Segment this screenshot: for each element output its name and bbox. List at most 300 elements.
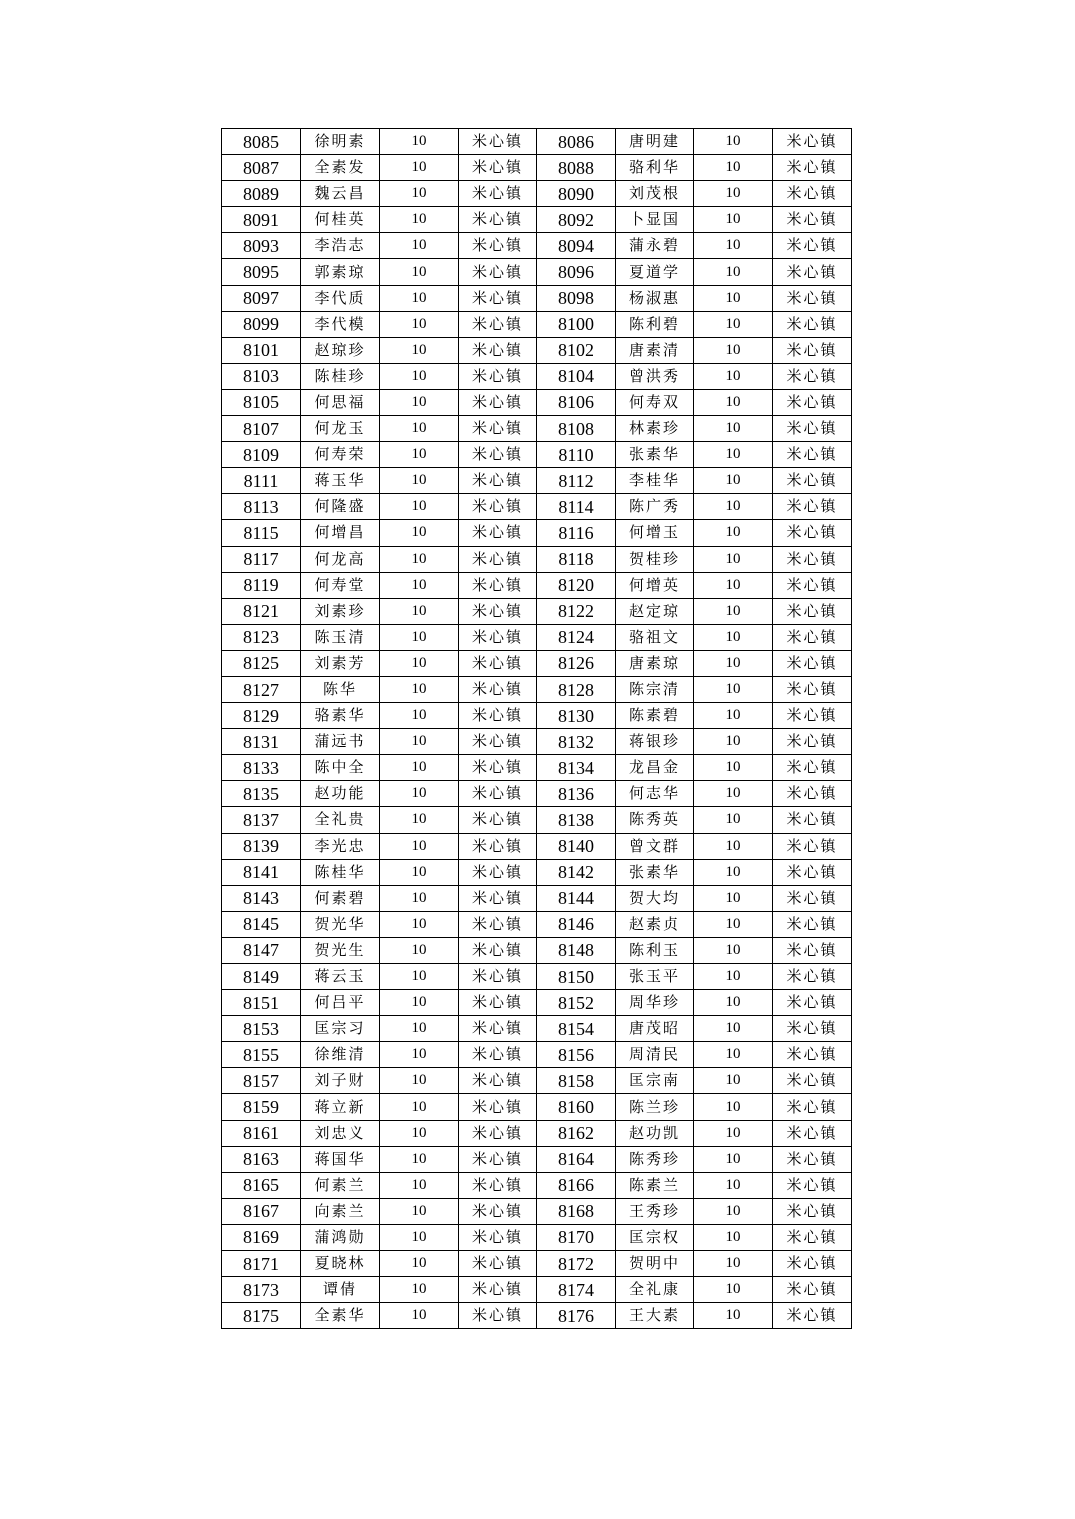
amount-cell: 10 (380, 442, 459, 468)
record-number-cell: 8130 (537, 703, 616, 729)
person-name-cell: 匡宗权 (616, 1224, 694, 1250)
town-name-cell: 米心镇 (773, 363, 852, 389)
person-name-cell: 张素华 (616, 859, 694, 885)
record-number-cell: 8107 (222, 416, 301, 442)
table-row (222, 729, 852, 755)
person-name-cell: 何桂英 (301, 207, 380, 233)
record-number-cell: 8118 (537, 546, 616, 572)
town-name-cell: 米心镇 (459, 442, 537, 468)
record-number-cell: 8169 (222, 1224, 301, 1250)
person-name-cell: 夏道学 (616, 259, 694, 285)
table-row (222, 1224, 852, 1250)
person-name-cell: 唐明建 (616, 129, 694, 155)
amount-cell: 10 (380, 572, 459, 598)
person-name-cell: 何吕平 (301, 990, 380, 1016)
amount-cell: 10 (694, 676, 773, 702)
town-name-cell: 米心镇 (459, 155, 537, 181)
record-number-cell: 8145 (222, 911, 301, 937)
amount-cell: 10 (694, 1198, 773, 1224)
person-name-cell: 唐素清 (616, 337, 694, 363)
person-name-cell: 陈广秀 (616, 494, 694, 520)
record-number-cell: 8150 (537, 964, 616, 990)
amount-cell: 10 (694, 572, 773, 598)
table-row (222, 442, 852, 468)
person-name-cell: 唐茂昭 (616, 1016, 694, 1042)
person-name-cell: 何素兰 (301, 1172, 380, 1198)
table-row (222, 781, 852, 807)
person-name-cell: 何龙高 (301, 546, 380, 572)
amount-cell: 10 (380, 1068, 459, 1094)
table-row (222, 259, 852, 285)
record-number-cell: 8175 (222, 1303, 301, 1329)
record-number-cell: 8146 (537, 911, 616, 937)
person-name-cell: 全素华 (301, 1303, 380, 1329)
person-name-cell: 陈桂华 (301, 859, 380, 885)
amount-cell: 10 (694, 129, 773, 155)
person-name-cell: 赵功凯 (616, 1120, 694, 1146)
amount-cell: 10 (694, 520, 773, 546)
amount-cell: 10 (380, 781, 459, 807)
record-number-cell: 8159 (222, 1094, 301, 1120)
record-number-cell: 8097 (222, 285, 301, 311)
town-name-cell: 米心镇 (459, 964, 537, 990)
person-name-cell: 刘素珍 (301, 598, 380, 624)
town-name-cell: 米心镇 (773, 964, 852, 990)
table-row (222, 833, 852, 859)
record-number-cell: 8158 (537, 1068, 616, 1094)
town-name-cell: 米心镇 (773, 729, 852, 755)
amount-cell: 10 (380, 311, 459, 337)
person-name-cell: 贺光华 (301, 911, 380, 937)
town-name-cell: 米心镇 (773, 781, 852, 807)
person-name-cell: 夏晓林 (301, 1251, 380, 1277)
table-row (222, 520, 852, 546)
person-name-cell: 蒋云玉 (301, 964, 380, 990)
record-number-cell: 8128 (537, 676, 616, 702)
person-name-cell: 陈中全 (301, 755, 380, 781)
town-name-cell: 米心镇 (773, 598, 852, 624)
record-number-cell: 8133 (222, 755, 301, 781)
person-name-cell: 徐明素 (301, 129, 380, 155)
town-name-cell: 米心镇 (459, 833, 537, 859)
amount-cell: 10 (694, 468, 773, 494)
amount-cell: 10 (380, 650, 459, 676)
town-name-cell: 米心镇 (459, 650, 537, 676)
table-row (222, 572, 852, 598)
amount-cell: 10 (694, 207, 773, 233)
town-name-cell: 米心镇 (459, 1068, 537, 1094)
amount-cell: 10 (694, 911, 773, 937)
table-row (222, 624, 852, 650)
amount-cell: 10 (380, 337, 459, 363)
amount-cell: 10 (380, 885, 459, 911)
person-name-cell: 全礼康 (616, 1277, 694, 1303)
amount-cell: 10 (380, 129, 459, 155)
record-number-cell: 8103 (222, 363, 301, 389)
table-row (222, 703, 852, 729)
town-name-cell: 米心镇 (459, 207, 537, 233)
town-name-cell: 米心镇 (773, 1068, 852, 1094)
amount-cell: 10 (380, 1198, 459, 1224)
town-name-cell: 米心镇 (459, 1251, 537, 1277)
town-name-cell: 米心镇 (773, 155, 852, 181)
amount-cell: 10 (694, 937, 773, 963)
person-name-cell: 全素发 (301, 155, 380, 181)
town-name-cell: 米心镇 (459, 416, 537, 442)
table-row (222, 1172, 852, 1198)
amount-cell: 10 (694, 1303, 773, 1329)
record-number-cell: 8140 (537, 833, 616, 859)
town-name-cell: 米心镇 (459, 676, 537, 702)
record-number-cell: 8141 (222, 859, 301, 885)
person-name-cell: 向素兰 (301, 1198, 380, 1224)
record-number-cell: 8096 (537, 259, 616, 285)
town-name-cell: 米心镇 (459, 911, 537, 937)
record-number-cell: 8164 (537, 1146, 616, 1172)
record-number-cell: 8155 (222, 1042, 301, 1068)
town-name-cell: 米心镇 (773, 1094, 852, 1120)
amount-cell: 10 (380, 729, 459, 755)
person-name-cell: 郭素琼 (301, 259, 380, 285)
person-name-cell: 曾洪秀 (616, 363, 694, 389)
amount-cell: 10 (380, 520, 459, 546)
table-row (222, 1303, 852, 1329)
person-name-cell: 骆素华 (301, 703, 380, 729)
amount-cell: 10 (694, 729, 773, 755)
person-name-cell: 何寿双 (616, 389, 694, 415)
amount-cell: 10 (694, 859, 773, 885)
person-name-cell: 匡宗南 (616, 1068, 694, 1094)
person-name-cell: 刘子财 (301, 1068, 380, 1094)
table-row (222, 129, 852, 155)
town-name-cell: 米心镇 (773, 807, 852, 833)
record-number-cell: 8134 (537, 755, 616, 781)
person-name-cell: 刘茂根 (616, 181, 694, 207)
town-name-cell: 米心镇 (773, 572, 852, 598)
person-name-cell: 刘忠义 (301, 1120, 380, 1146)
record-number-cell: 8135 (222, 781, 301, 807)
town-name-cell: 米心镇 (773, 311, 852, 337)
person-name-cell: 陈宗清 (616, 676, 694, 702)
record-number-cell: 8149 (222, 964, 301, 990)
town-name-cell: 米心镇 (459, 729, 537, 755)
record-number-cell: 8144 (537, 885, 616, 911)
town-name-cell: 米心镇 (459, 598, 537, 624)
town-name-cell: 米心镇 (773, 442, 852, 468)
record-number-cell: 8153 (222, 1016, 301, 1042)
person-name-cell: 蒋立新 (301, 1094, 380, 1120)
amount-cell: 10 (694, 1120, 773, 1146)
table-row (222, 885, 852, 911)
town-name-cell: 米心镇 (459, 520, 537, 546)
record-number-cell: 8112 (537, 468, 616, 494)
record-number-cell: 8123 (222, 624, 301, 650)
person-name-cell: 卜显国 (616, 207, 694, 233)
town-name-cell: 米心镇 (459, 703, 537, 729)
town-name-cell: 米心镇 (773, 207, 852, 233)
town-name-cell: 米心镇 (459, 755, 537, 781)
amount-cell: 10 (380, 598, 459, 624)
town-name-cell: 米心镇 (773, 337, 852, 363)
amount-cell: 10 (380, 990, 459, 1016)
town-name-cell: 米心镇 (773, 1303, 852, 1329)
town-name-cell: 米心镇 (773, 546, 852, 572)
amount-cell: 10 (694, 1094, 773, 1120)
record-number-cell: 8088 (537, 155, 616, 181)
town-name-cell: 米心镇 (459, 859, 537, 885)
person-name-cell: 魏云昌 (301, 181, 380, 207)
town-name-cell: 米心镇 (773, 129, 852, 155)
town-name-cell: 米心镇 (773, 494, 852, 520)
person-name-cell: 王大素 (616, 1303, 694, 1329)
amount-cell: 10 (380, 1120, 459, 1146)
town-name-cell: 米心镇 (459, 1146, 537, 1172)
town-name-cell: 米心镇 (773, 755, 852, 781)
amount-cell: 10 (694, 1224, 773, 1250)
record-number-cell: 8160 (537, 1094, 616, 1120)
amount-cell: 10 (694, 964, 773, 990)
town-name-cell: 米心镇 (773, 520, 852, 546)
record-number-cell: 8168 (537, 1198, 616, 1224)
record-number-cell: 8117 (222, 546, 301, 572)
record-number-cell: 8109 (222, 442, 301, 468)
person-name-cell: 陈玉清 (301, 624, 380, 650)
amount-cell: 10 (694, 1146, 773, 1172)
person-name-cell: 陈秀英 (616, 807, 694, 833)
person-name-cell: 赵素贞 (616, 911, 694, 937)
town-name-cell: 米心镇 (773, 1224, 852, 1250)
town-name-cell: 米心镇 (459, 1042, 537, 1068)
amount-cell: 10 (380, 624, 459, 650)
town-name-cell: 米心镇 (459, 807, 537, 833)
town-name-cell: 米心镇 (459, 1172, 537, 1198)
table-row (222, 468, 852, 494)
town-name-cell: 米心镇 (459, 990, 537, 1016)
amount-cell: 10 (380, 676, 459, 702)
amount-cell: 10 (380, 155, 459, 181)
town-name-cell: 米心镇 (773, 1251, 852, 1277)
amount-cell: 10 (380, 1042, 459, 1068)
person-name-cell: 蒲永碧 (616, 233, 694, 259)
table-row (222, 1120, 852, 1146)
amount-cell: 10 (380, 389, 459, 415)
person-name-cell: 赵定琼 (616, 598, 694, 624)
person-name-cell: 何龙玉 (301, 416, 380, 442)
record-number-cell: 8091 (222, 207, 301, 233)
amount-cell: 10 (380, 1224, 459, 1250)
town-name-cell: 米心镇 (773, 703, 852, 729)
town-name-cell: 米心镇 (773, 1016, 852, 1042)
table-row (222, 181, 852, 207)
amount-cell: 10 (694, 233, 773, 259)
table-row (222, 389, 852, 415)
record-number-cell: 8151 (222, 990, 301, 1016)
town-name-cell: 米心镇 (773, 259, 852, 285)
table-row (222, 285, 852, 311)
amount-cell: 10 (694, 181, 773, 207)
person-name-cell: 林素珍 (616, 416, 694, 442)
record-number-cell: 8148 (537, 937, 616, 963)
amount-cell: 10 (694, 259, 773, 285)
person-name-cell: 陈兰珍 (616, 1094, 694, 1120)
record-number-cell: 8087 (222, 155, 301, 181)
amount-cell: 10 (694, 311, 773, 337)
amount-cell: 10 (380, 807, 459, 833)
record-number-cell: 8171 (222, 1251, 301, 1277)
town-name-cell: 米心镇 (459, 1016, 537, 1042)
town-name-cell: 米心镇 (773, 181, 852, 207)
person-name-cell: 赵琼珍 (301, 337, 380, 363)
table-row (222, 1198, 852, 1224)
town-name-cell: 米心镇 (459, 885, 537, 911)
table-row (222, 650, 852, 676)
person-name-cell: 骆祖文 (616, 624, 694, 650)
amount-cell: 10 (380, 181, 459, 207)
record-number-cell: 8161 (222, 1120, 301, 1146)
person-name-cell: 龙昌金 (616, 755, 694, 781)
person-name-cell: 徐维清 (301, 1042, 380, 1068)
town-name-cell: 米心镇 (773, 1277, 852, 1303)
amount-cell: 10 (694, 781, 773, 807)
amount-cell: 10 (694, 807, 773, 833)
amount-cell: 10 (380, 1277, 459, 1303)
amount-cell: 10 (380, 1303, 459, 1329)
person-name-cell: 王秀珍 (616, 1198, 694, 1224)
amount-cell: 10 (694, 755, 773, 781)
record-number-cell: 8127 (222, 676, 301, 702)
record-number-cell: 8142 (537, 859, 616, 885)
roster-table (221, 128, 852, 1329)
record-number-cell: 8131 (222, 729, 301, 755)
town-name-cell: 米心镇 (459, 233, 537, 259)
record-number-cell: 8138 (537, 807, 616, 833)
amount-cell: 10 (694, 885, 773, 911)
record-number-cell: 8170 (537, 1224, 616, 1250)
record-number-cell: 8167 (222, 1198, 301, 1224)
record-number-cell: 8105 (222, 389, 301, 415)
table-row (222, 598, 852, 624)
person-name-cell: 蒋玉华 (301, 468, 380, 494)
town-name-cell: 米心镇 (459, 389, 537, 415)
town-name-cell: 米心镇 (459, 285, 537, 311)
record-number-cell: 8147 (222, 937, 301, 963)
person-name-cell: 周清民 (616, 1042, 694, 1068)
town-name-cell: 米心镇 (773, 676, 852, 702)
record-number-cell: 8137 (222, 807, 301, 833)
person-name-cell: 曾文群 (616, 833, 694, 859)
record-number-cell: 8099 (222, 311, 301, 337)
town-name-cell: 米心镇 (773, 1198, 852, 1224)
amount-cell: 10 (694, 624, 773, 650)
record-number-cell: 8136 (537, 781, 616, 807)
record-number-cell: 8122 (537, 598, 616, 624)
record-number-cell: 8162 (537, 1120, 616, 1146)
amount-cell: 10 (380, 1146, 459, 1172)
table-row (222, 755, 852, 781)
town-name-cell: 米心镇 (773, 833, 852, 859)
person-name-cell: 何增英 (616, 572, 694, 598)
amount-cell: 10 (380, 546, 459, 572)
table-row (222, 859, 852, 885)
town-name-cell: 米心镇 (459, 624, 537, 650)
amount-cell: 10 (380, 207, 459, 233)
amount-cell: 10 (694, 285, 773, 311)
amount-cell: 10 (380, 233, 459, 259)
person-name-cell: 张素华 (616, 442, 694, 468)
town-name-cell: 米心镇 (459, 494, 537, 520)
amount-cell: 10 (380, 1172, 459, 1198)
person-name-cell: 杨淑惠 (616, 285, 694, 311)
amount-cell: 10 (380, 833, 459, 859)
record-number-cell: 8176 (537, 1303, 616, 1329)
amount-cell: 10 (694, 546, 773, 572)
town-name-cell: 米心镇 (459, 1277, 537, 1303)
record-number-cell: 8172 (537, 1251, 616, 1277)
person-name-cell: 陈利碧 (616, 311, 694, 337)
table-row (222, 964, 852, 990)
town-name-cell: 米心镇 (459, 546, 537, 572)
town-name-cell: 米心镇 (773, 468, 852, 494)
town-name-cell: 米心镇 (459, 1303, 537, 1329)
table-row (222, 1068, 852, 1094)
record-number-cell: 8104 (537, 363, 616, 389)
town-name-cell: 米心镇 (459, 259, 537, 285)
person-name-cell: 何寿堂 (301, 572, 380, 598)
person-name-cell: 周华珍 (616, 990, 694, 1016)
table-row (222, 337, 852, 363)
town-name-cell: 米心镇 (773, 389, 852, 415)
amount-cell: 10 (694, 1172, 773, 1198)
town-name-cell: 米心镇 (459, 129, 537, 155)
town-name-cell: 米心镇 (459, 937, 537, 963)
amount-cell: 10 (380, 1094, 459, 1120)
amount-cell: 10 (380, 416, 459, 442)
table-row (222, 1094, 852, 1120)
record-number-cell: 8152 (537, 990, 616, 1016)
table-row (222, 155, 852, 181)
amount-cell: 10 (380, 494, 459, 520)
town-name-cell: 米心镇 (773, 233, 852, 259)
table-row (222, 1042, 852, 1068)
town-name-cell: 米心镇 (459, 572, 537, 598)
town-name-cell: 米心镇 (459, 1224, 537, 1250)
record-number-cell: 8174 (537, 1277, 616, 1303)
amount-cell: 10 (694, 363, 773, 389)
person-name-cell: 陈桂珍 (301, 363, 380, 389)
record-number-cell: 8094 (537, 233, 616, 259)
amount-cell: 10 (694, 442, 773, 468)
person-name-cell: 李代质 (301, 285, 380, 311)
person-name-cell: 陈华 (301, 676, 380, 702)
town-name-cell: 米心镇 (773, 1146, 852, 1172)
amount-cell: 10 (694, 1068, 773, 1094)
town-name-cell: 米心镇 (459, 181, 537, 207)
record-number-cell: 8157 (222, 1068, 301, 1094)
person-name-cell: 何隆盛 (301, 494, 380, 520)
amount-cell: 10 (694, 650, 773, 676)
table-row (222, 1251, 852, 1277)
person-name-cell: 何思福 (301, 389, 380, 415)
record-number-cell: 8163 (222, 1146, 301, 1172)
amount-cell: 10 (380, 363, 459, 389)
amount-cell: 10 (380, 259, 459, 285)
record-number-cell: 8108 (537, 416, 616, 442)
table-row (222, 311, 852, 337)
amount-cell: 10 (694, 598, 773, 624)
person-name-cell: 匡宗习 (301, 1016, 380, 1042)
person-name-cell: 全礼贵 (301, 807, 380, 833)
town-name-cell: 米心镇 (773, 624, 852, 650)
